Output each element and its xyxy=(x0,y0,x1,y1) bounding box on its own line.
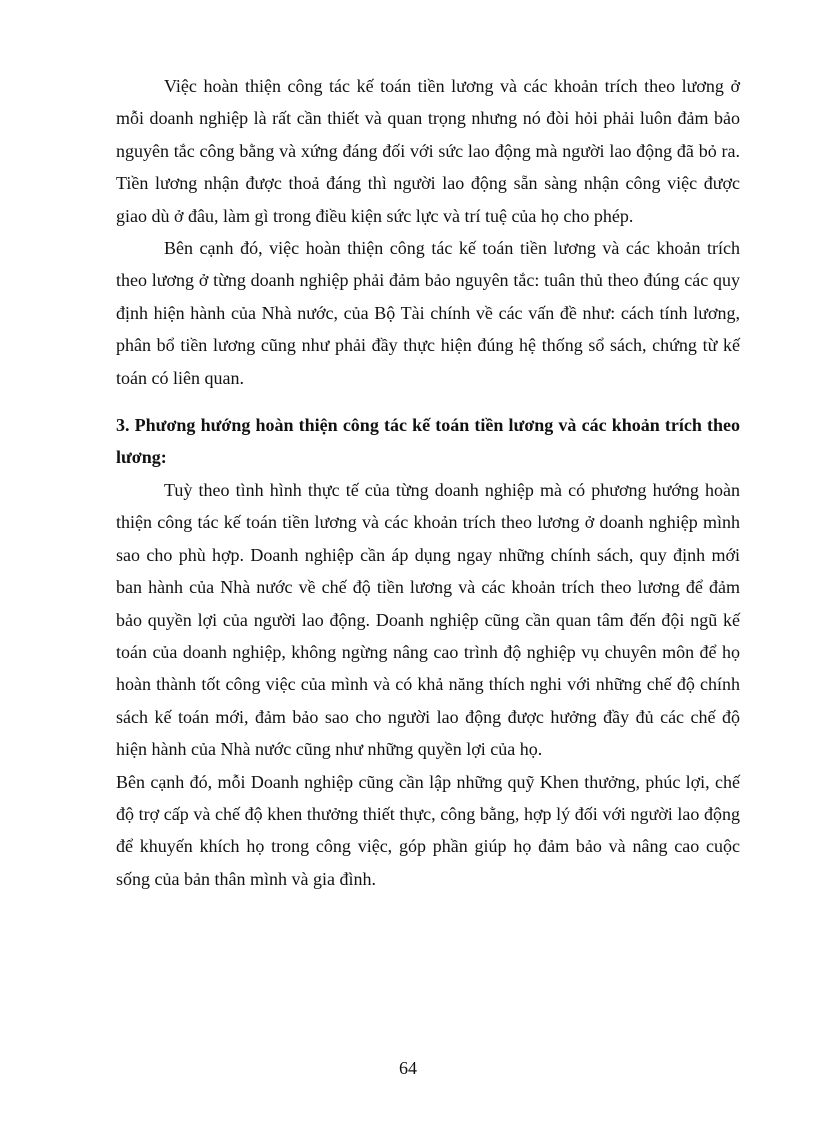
paragraph-funds: Bên cạnh đó, mỗi Doanh nghiệp cũng cần lập những quỹ Khen thưởng, phúc lợi, chế độ trợ cấp và chế độ khen thưởng thiết thực, công bằng, hợp lý đối với người lao động để khuyến khích họ trong công việc, góp phần giúp họ đảm bảo và nâng cao cuộc sống của bản thân mình và gia đình. xyxy=(116,771,740,889)
body-text xyxy=(116,70,740,895)
paragraph-principles: Bên cạnh đó, việc hoàn thiện công tác kế toán tiền lương và các khoản trích theo lương ở từng doanh nghiệp phải đảm bảo nguyên tắc: tuân thủ theo đúng các quy định hiện hành của Nhà nước, của Bộ Tài chính về các vấn đề như: cách tính lương, phân bổ tiền lương cũng như phải đầy thực hiện đúng hệ thống sổ sách, chứng từ kế toán có liên quan. xyxy=(116,238,740,388)
paragraph-intro: Việc hoàn thiện công tác kế toán tiền lương và các khoản trích theo lương ở mỗi doanh nghiệp là rất cần thiết và quan trọng nhưng nó đòi hỏi phải luôn đảm bảo nguyên tắc công bằng và xứng đáng đối với sức lao động mà người lao động đã bỏ ra. Tiền lương nhận được thoả đáng thì người lao động sẵn sàng nhận công việc được giao dù ở đâu, làm gì trong điều kiện sức lực và trí tuệ của họ cho phép. xyxy=(116,76,740,226)
paragraph-direction: Tuỳ theo tình hình thực tế của từng doanh nghiệp mà có phương hướng hoàn thiện công tác kế toán tiền lương và các khoản trích theo lương ở doanh nghiệp mình sao cho phù hợp. Doanh nghiệp cần áp dụng ngay những chính sách, quy định mới ban hành của Nhà nước về chế độ tiền lương và các khoản trích theo lương để đảm bảo quyền lợi của người lao động. Doanh nghiệp cũng cần quan tâm đến đội ngũ kế toán của doanh nghiệp, không ngừng nâng cao trình độ nghiệp vụ chuyên môn để họ hoàn thành tốt công việc của mình và có khả năng thích nghi với những chế độ chính sách kế toán mới, đảm bảo sao cho người lao động được hưởng đầy đủ các chế độ hiện hành của Nhà nước cũng như những quyền lợi của họ. xyxy=(116,479,740,760)
section-heading: 3. Phương hướng hoàn thiện công tác kế toán tiền lương và các khoản trích theo lương: xyxy=(116,415,740,468)
page-number: 64 xyxy=(399,1058,417,1078)
